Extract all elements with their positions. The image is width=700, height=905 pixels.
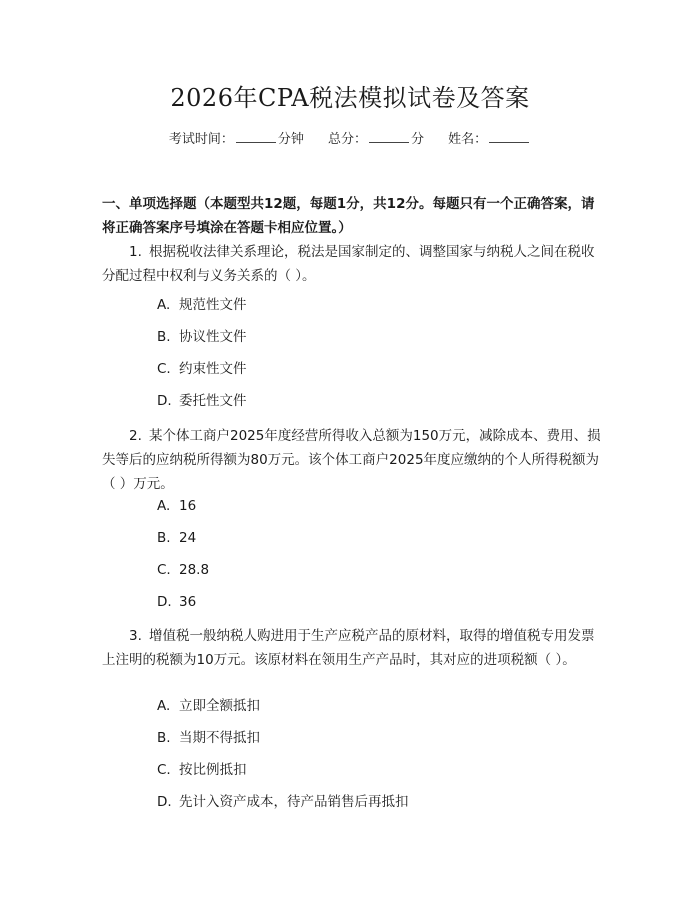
option-text: 立即全额抵扣 — [179, 698, 260, 714]
total-score-field — [328, 130, 424, 150]
option-letter: B. — [157, 329, 171, 345]
option-text: 36 — [179, 594, 197, 610]
option-1d — [157, 391, 247, 411]
option-text: 28.8 — [179, 562, 210, 578]
option-text: 先计入资产成本，待产品销售后再抵扣 — [179, 794, 409, 810]
option-2a — [157, 496, 196, 516]
option-text: 委托性文件 — [179, 393, 247, 409]
option-2d — [157, 592, 196, 612]
question-number: 1. — [129, 244, 142, 260]
total-score-label: 总分： — [327, 132, 367, 147]
option-letter: C. — [157, 562, 171, 578]
option-letter: B. — [157, 530, 171, 546]
option-2c — [157, 560, 209, 580]
exam-time-label: 考试时间： — [168, 132, 234, 147]
question-text: 根据税收法律关系理论，税法是国家制定的、调整国家与纳税人之间在税收分配过程中权利与义务关系的（ ）。 — [102, 244, 595, 284]
question-3 — [102, 624, 602, 672]
student-name-blank — [489, 130, 529, 143]
student-name-field — [448, 130, 531, 150]
option-letter: B. — [157, 730, 171, 746]
option-text: 16 — [179, 498, 197, 514]
question-number: 2. — [129, 428, 142, 444]
option-1c — [157, 359, 247, 379]
option-3b — [157, 728, 260, 748]
question-text: 增值税一般纳税人购进用于生产应税产品的原材料，取得的增值税专用发票上注明的税额为10万元。该原材料在领用生产产品时，其对应的进项税额（ ）。 — [102, 628, 595, 668]
total-score-unit: 分 — [411, 132, 425, 147]
option-letter: D. — [157, 794, 172, 810]
option-text: 按比例抵扣 — [179, 762, 247, 778]
option-letter: C. — [157, 361, 171, 377]
option-text: 规范性文件 — [179, 297, 247, 313]
question-1 — [102, 240, 602, 288]
page-title: 2026年CPA税法模拟试卷及答案 — [170, 84, 530, 112]
option-letter: A. — [157, 297, 171, 313]
total-score-blank — [369, 130, 409, 143]
option-text: 24 — [179, 530, 197, 546]
option-text: 约束性文件 — [179, 361, 247, 377]
exam-time-field — [169, 130, 304, 150]
exam-time-blank — [236, 130, 276, 143]
option-letter: A. — [157, 698, 171, 714]
option-3a — [157, 696, 260, 716]
option-letter: D. — [157, 594, 172, 610]
question-number: 3. — [129, 628, 142, 644]
option-text: 协议性文件 — [179, 329, 247, 345]
option-letter: A. — [157, 498, 171, 514]
option-1b — [157, 327, 247, 347]
option-1a — [157, 295, 247, 315]
section-heading: 一、单项选择题（本题型共12题，每题1分，共12分。每题只有一个正确答案，请将正确答案序号填涂在答题卡相应位置。） — [102, 196, 595, 236]
exam-info-line — [0, 130, 700, 150]
question-2 — [102, 424, 602, 496]
option-text: 当期不得抵扣 — [179, 730, 260, 746]
option-letter: C. — [157, 762, 171, 778]
option-3c — [157, 760, 247, 780]
option-3d — [157, 792, 409, 812]
option-2b — [157, 528, 196, 548]
exam-time-unit: 分钟 — [277, 132, 304, 147]
option-letter: D. — [157, 393, 172, 409]
student-name-label: 姓名： — [448, 132, 488, 147]
question-text: 某个体工商户2025年度经营所得收入总额为150万元，减除成本、费用、损失等后的应纳税所得额为80万元。该个体工商户2025年度应缴纳的个人所得税额为（ ）万元。 — [102, 428, 601, 492]
